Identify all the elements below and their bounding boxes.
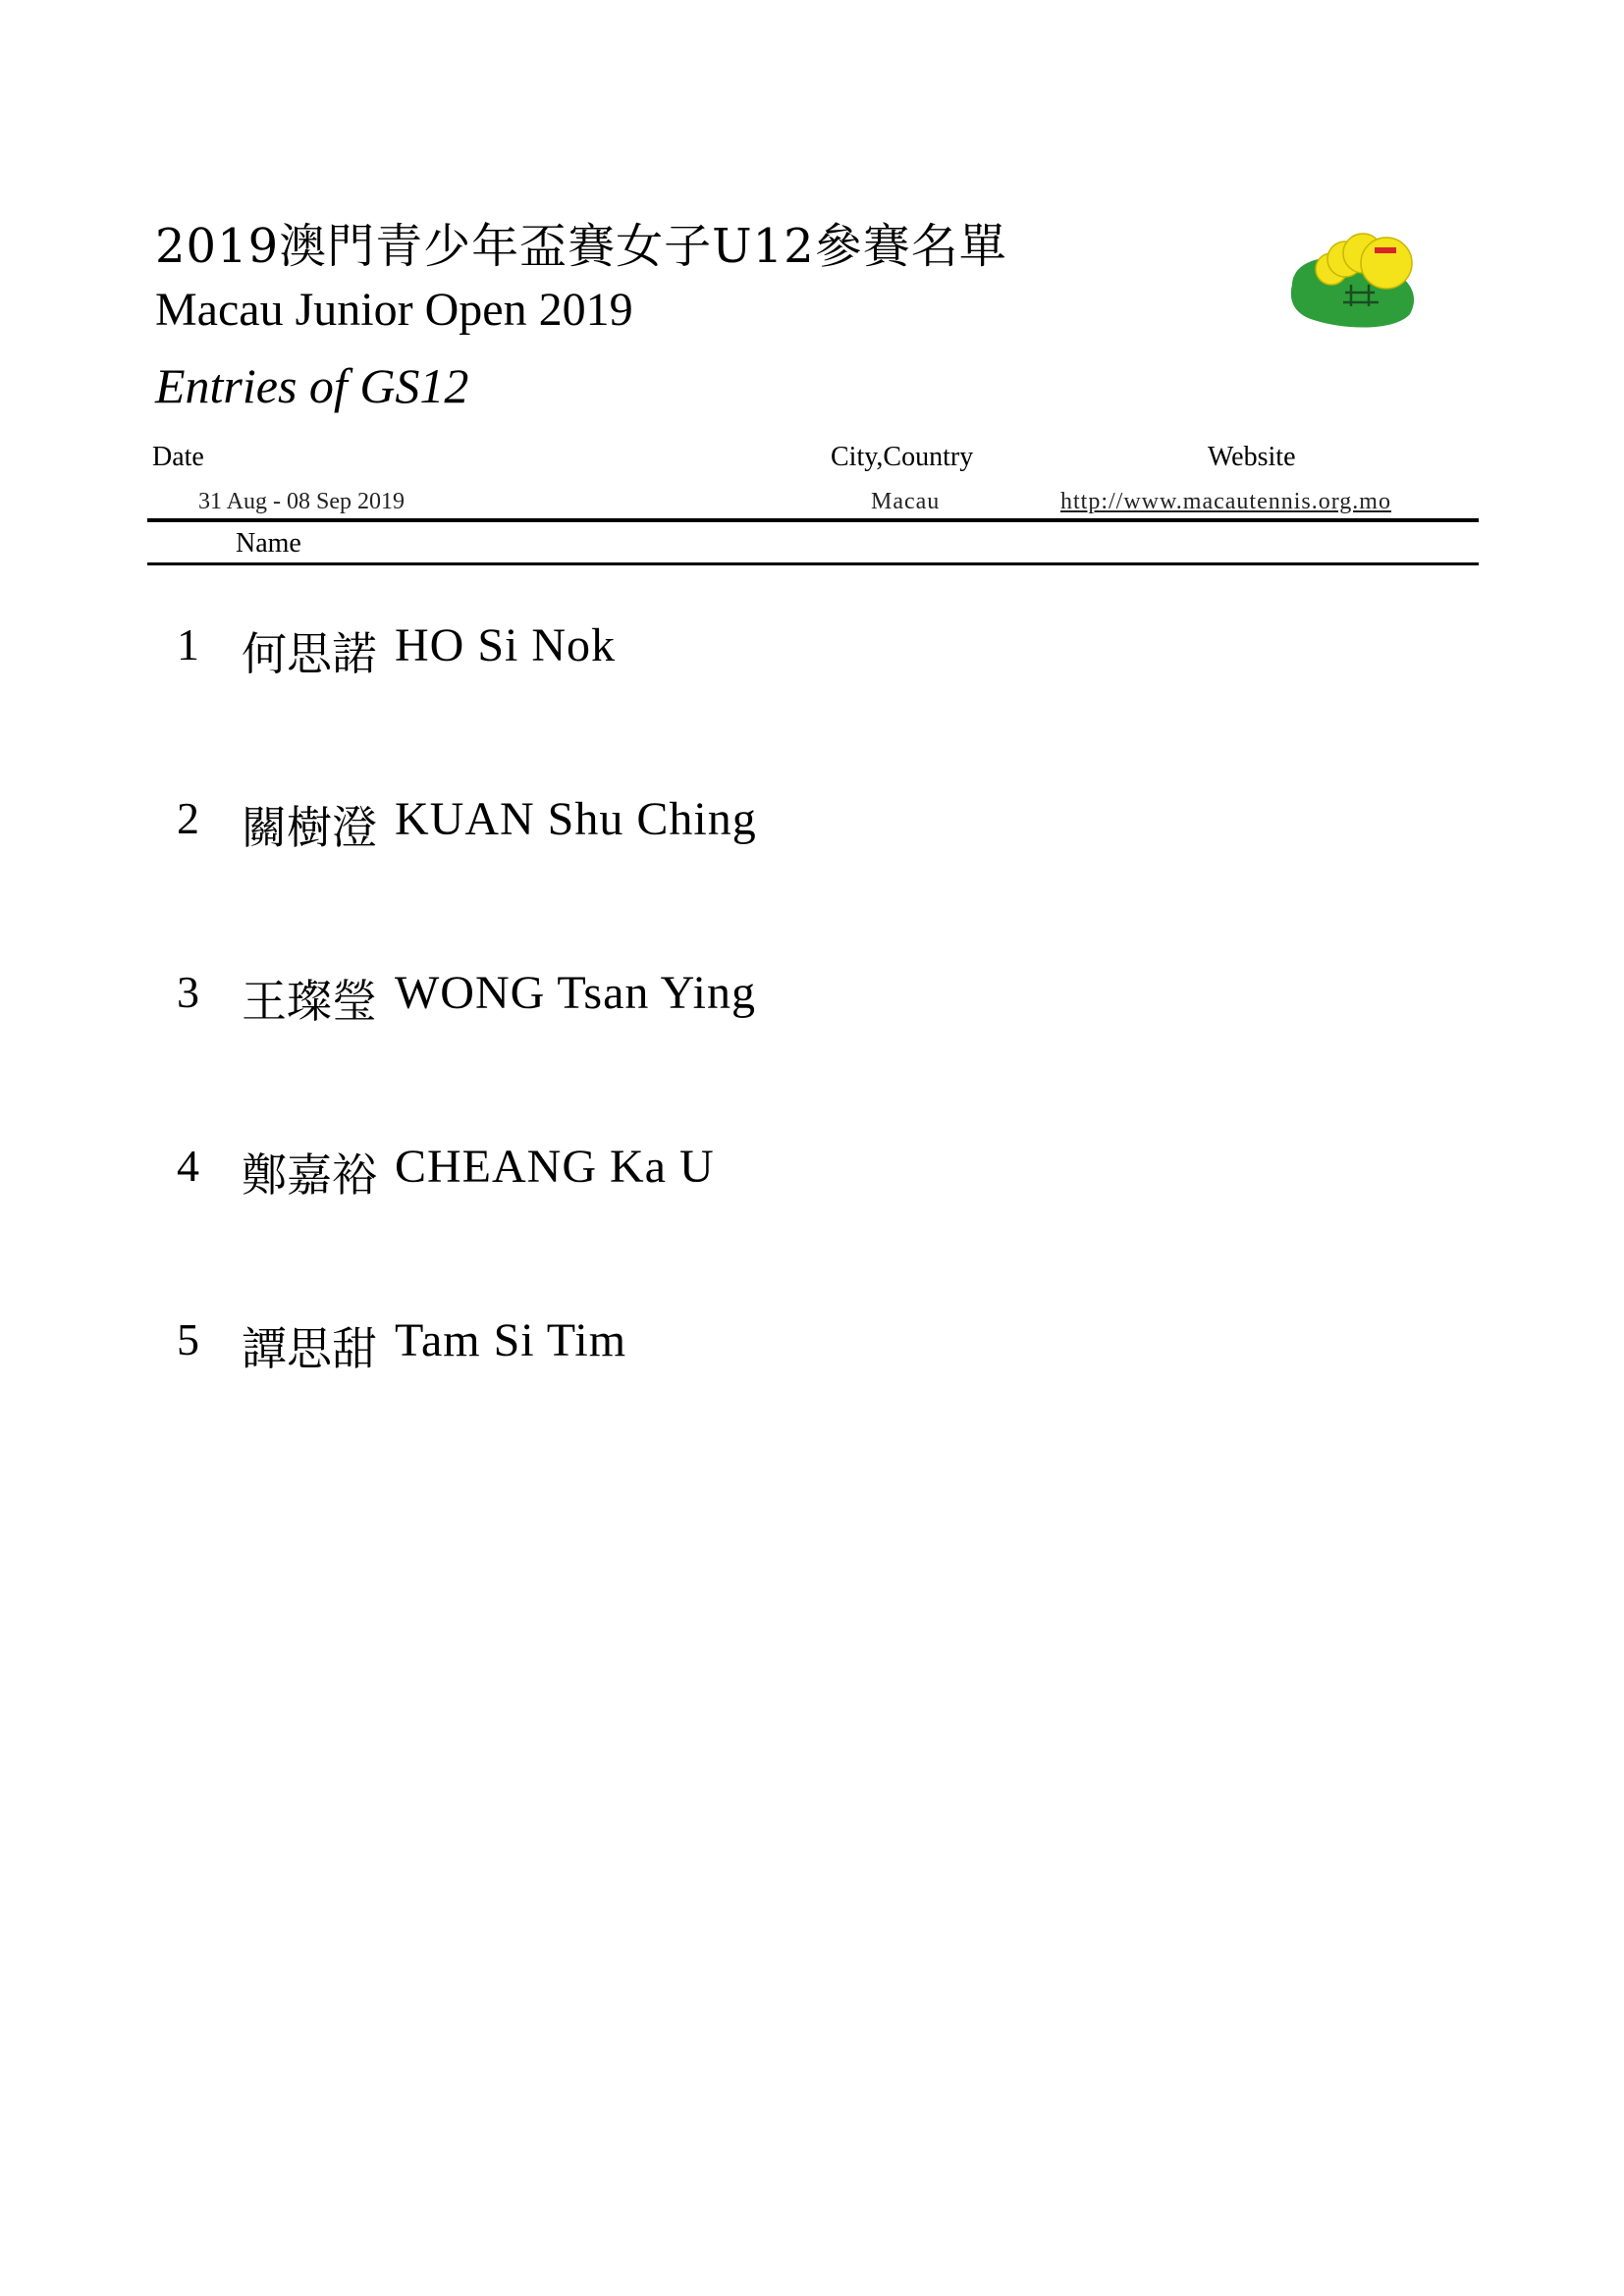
entry-name-chinese: 鄭嘉裕 <box>242 1148 377 1201</box>
city-country-value: Macau <box>871 489 941 514</box>
list-item <box>177 1140 757 1313</box>
website-link[interactable]: http://www.macautennis.org.mo <box>1060 489 1391 514</box>
list-item <box>177 792 757 966</box>
date-label: Date <box>152 442 204 472</box>
title-entries: Entries of GS12 <box>155 358 469 413</box>
list-item <box>177 966 757 1140</box>
tennis-association-logo <box>1284 224 1422 332</box>
entry-number: 1 <box>177 619 199 669</box>
entry-name-chinese: 何思諾 <box>242 627 377 680</box>
entry-name-english: KUAN Shu Ching <box>395 793 757 845</box>
header-rule-thick <box>147 518 1479 522</box>
header-rule-thin <box>147 562 1479 565</box>
entry-number: 5 <box>177 1314 199 1364</box>
entry-number: 3 <box>177 967 199 1017</box>
entry-number: 2 <box>177 793 199 843</box>
entry-name-english: HO Si Nok <box>395 619 617 671</box>
list-item <box>177 618 757 792</box>
title-chinese: 2019澳門青少年盃賽女子U12參賽名單 <box>155 219 1007 274</box>
entries-list <box>177 618 757 1487</box>
entry-name-chinese: 王璨瑩 <box>242 975 377 1028</box>
entry-name-english: WONG Tsan Ying <box>395 967 756 1019</box>
website-label: Website <box>1208 442 1296 472</box>
entry-name-chinese: 譚思甜 <box>242 1322 377 1375</box>
name-column-header: Name <box>236 528 301 559</box>
entry-name-chinese: 關樹澄 <box>242 801 377 854</box>
list-item <box>177 1313 757 1487</box>
title-english: Macau Junior Open 2019 <box>155 284 633 336</box>
logo-ball <box>1361 238 1412 289</box>
entry-number: 4 <box>177 1141 199 1191</box>
entry-name-english: CHEANG Ka U <box>395 1141 715 1193</box>
entry-name-english: Tam Si Tim <box>395 1314 627 1366</box>
city-country-label: City,Country <box>831 442 974 472</box>
date-value: 31 Aug - 08 Sep 2019 <box>198 489 405 514</box>
logo-red-mark <box>1375 247 1396 253</box>
